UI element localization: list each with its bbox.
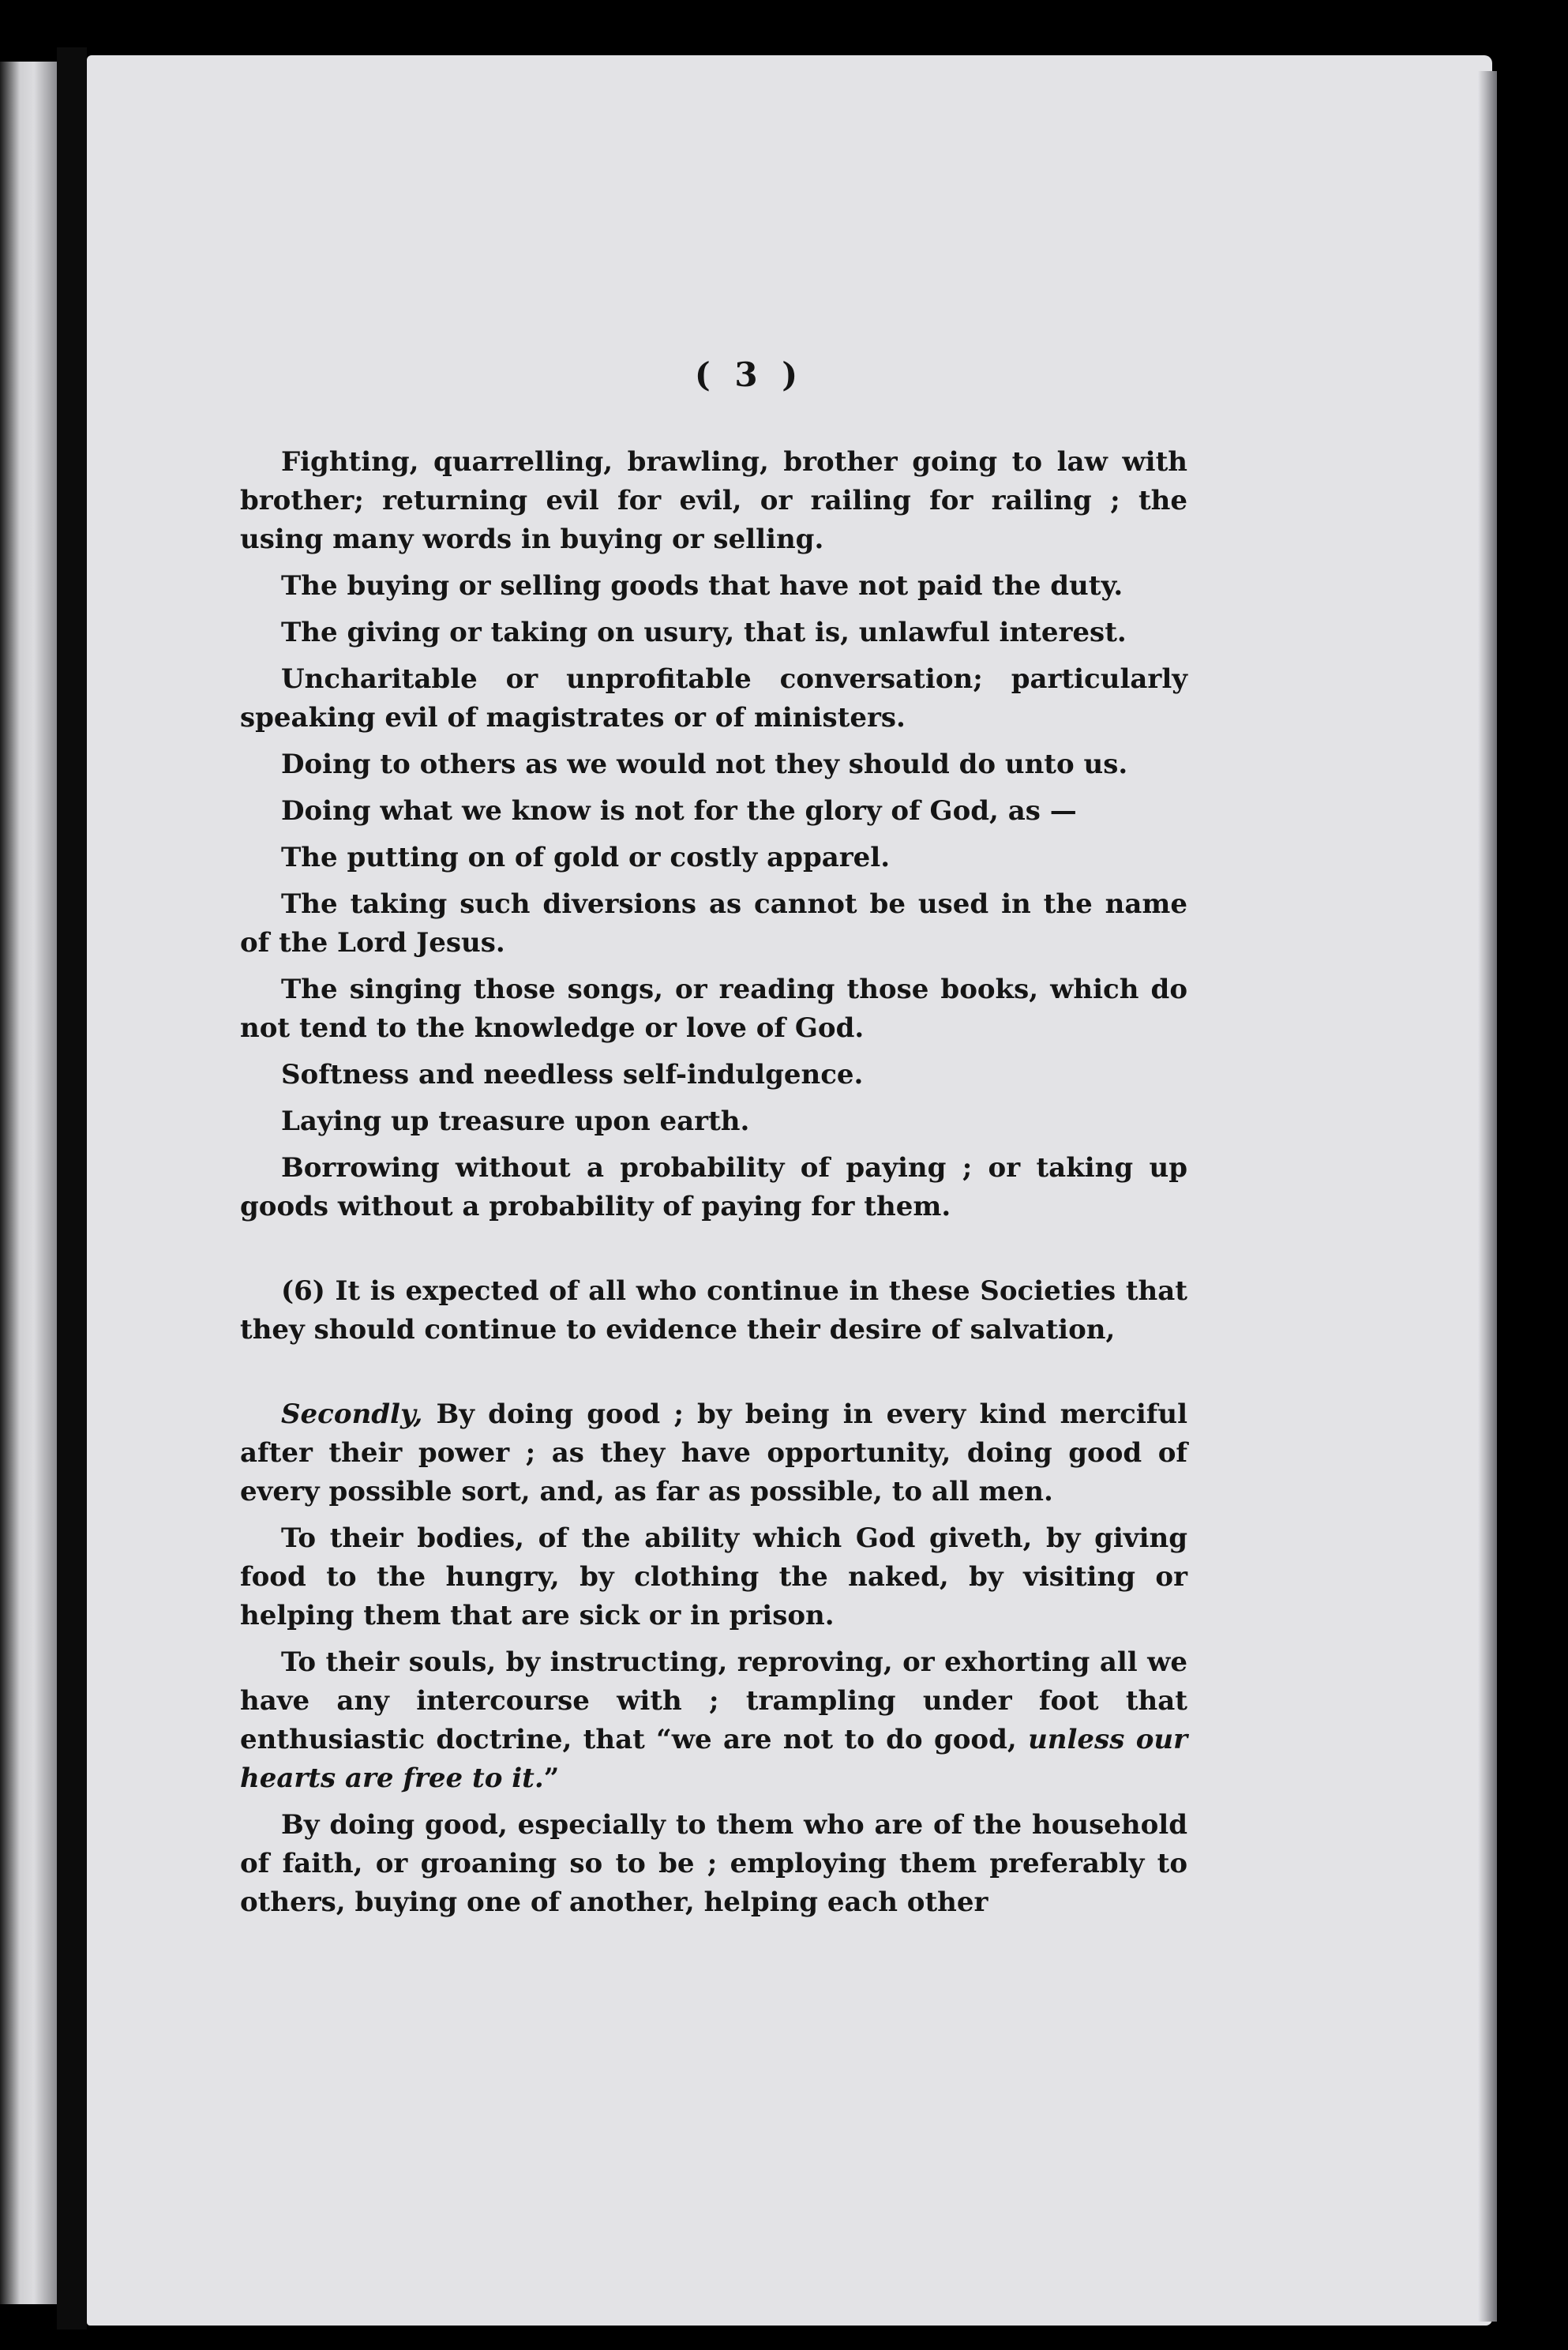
paragraph-household: By doing good, especially to them who are of the household of faith, or groaning so to be ; employing them preferably to others, buying one of another, helping each other [240, 1809, 1187, 1918]
paragraph-fighting: Fighting, quarrelling, brawling, brother going to law with brother; returning evil for evil, or railing for railing ; the using many words in buying or selling. [240, 446, 1187, 555]
page-text [240, 355, 1187, 1930]
section-gap [240, 1357, 1187, 1395]
paragraph-doing-to-others: Doing to others as we would not they should do unto us. [281, 749, 1128, 780]
secondly-text: By doing good ; by being in every kind merciful after their power ; as they have opportunity, doing good of every possible sort, and, as far as possible, to all men. [240, 1398, 1187, 1507]
facing-page-edge [0, 62, 57, 2304]
book-gutter [57, 47, 87, 2329]
paragraph-treasure: Laying up treasure upon earth. [281, 1106, 750, 1137]
paragraph-apparel: The putting on of gold or costly apparel. [281, 842, 891, 873]
paragraph-secondly [240, 1395, 1187, 1511]
paragraph-conversation: Uncharitable or unprofitable conversation; particularly speaking evil of magistrates or of ministers. [240, 663, 1187, 734]
paragraph-softness: Softness and needless self-indulgence. [281, 1059, 864, 1091]
paragraph-borrowing: Borrowing without a probability of paying ; or taking up goods without a probability of paying for them. [240, 1152, 1187, 1222]
paragraph-duty: The buying or selling goods that have not paid the duty. [281, 570, 1123, 602]
paragraph-souls [240, 1643, 1187, 1798]
paragraph-usury: The giving or taking on usury, that is, unlawful interest. [281, 617, 1127, 648]
paragraph-bodies: To their bodies, of the ability which God giveth, by giving food to the hungry, by clothing the naked, by visiting or helping them that are sick or in prison. [240, 1522, 1187, 1631]
souls-italic: unless our hearts are free to it. [240, 1724, 1188, 1794]
souls-close-quote: ” [543, 1762, 560, 1794]
section-gap [240, 1234, 1187, 1272]
page-right-edge [1478, 71, 1497, 2322]
paragraph-section-6: (6) It is expected of all who continue in these Societies that they should continue to evidence their desire of salvation, [240, 1275, 1187, 1346]
paragraph-songs-books: The singing those songs, or reading those books, which do not tend to the knowledge or love of God. [240, 974, 1187, 1044]
page-number: ( 3 ) [694, 355, 805, 394]
paragraph-glory-of-god: Doing what we know is not for the glory of God, as — [281, 795, 1077, 827]
paragraph-diversions: The taking such diversions as cannot be used in the name of the Lord Jesus. [240, 888, 1187, 959]
souls-text: To their souls, by instructing, reproving, or exhorting all we have any intercourse with ; trampling under foot that enthusiastic doctrine, that “we are not to do good, [240, 1646, 1187, 1755]
secondly-lead: Secondly, [281, 1398, 423, 1430]
